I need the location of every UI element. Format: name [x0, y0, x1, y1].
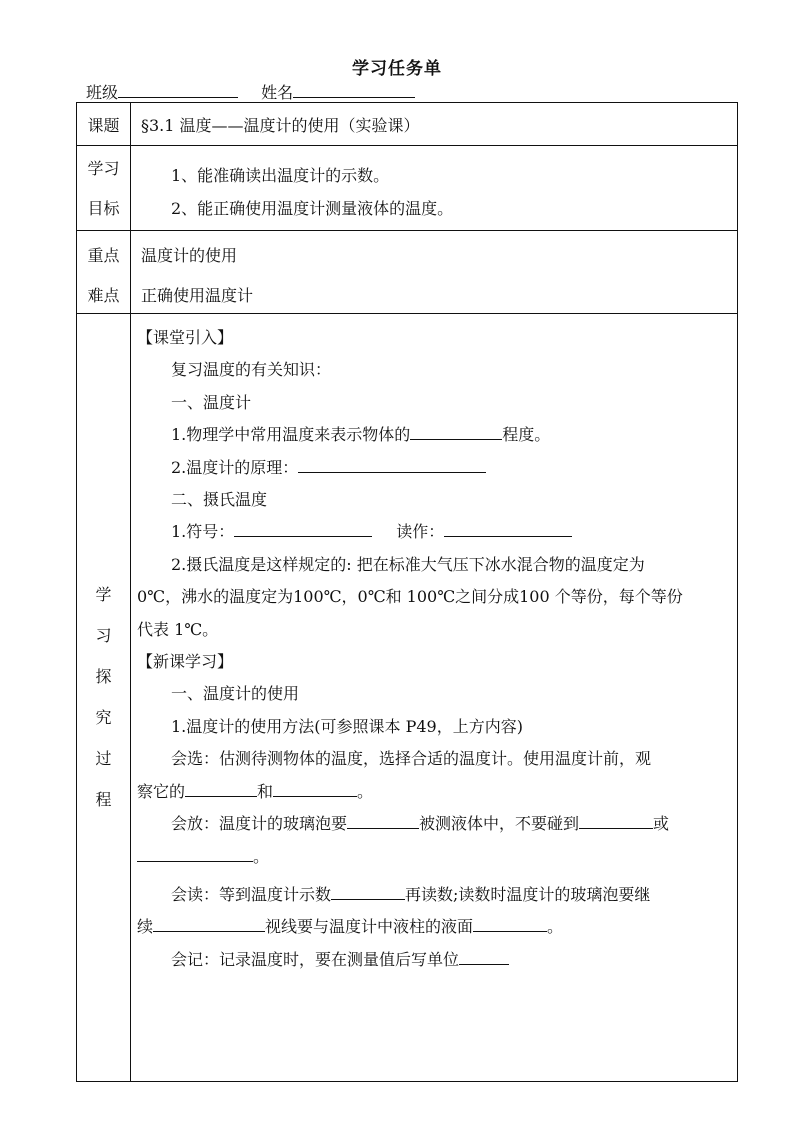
process-label-char: 究 [95, 708, 112, 727]
class-blank[interactable] [118, 82, 238, 98]
objectives-label-bottom: 目标 [87, 199, 120, 218]
read-blank-2[interactable] [153, 917, 265, 932]
select-text-a: 察它的 [137, 781, 186, 801]
question-1-blank[interactable] [410, 425, 502, 440]
place-line2 [137, 841, 737, 873]
place-text-b: 被测液体中，不要碰到 [419, 814, 580, 834]
read-blank-3[interactable] [473, 917, 547, 932]
page-title: 学习任务单 [352, 59, 442, 79]
process-label-char: 习 [95, 626, 112, 645]
topic-value-cell [131, 103, 738, 146]
process-label-char: 过 [95, 749, 112, 768]
read-text-d: 视线要与温度计中液柱的液面 [265, 917, 474, 937]
objectives-row [77, 146, 738, 231]
question-4-line2: 0℃，沸水的温度定为100℃，0℃和 100℃之间分成100 个等份，每个等份 [137, 587, 683, 607]
read-text-c: 续 [137, 917, 154, 937]
place-blank-2[interactable] [579, 814, 653, 829]
record-blank[interactable] [459, 950, 509, 965]
read-as-label: 读作： [396, 522, 445, 542]
section2-heading: 二、摄氏温度 [171, 490, 268, 510]
question-2 [137, 452, 737, 484]
objectives-label-top: 学习 [87, 159, 120, 178]
key-label-cell [77, 231, 131, 314]
process-content-cell [131, 314, 738, 1082]
select-line2 [137, 776, 737, 808]
place-text-a: 会放：温度计的玻璃泡要 [171, 814, 348, 834]
objective-item: 1、能准确读出温度计的示数。 [171, 166, 390, 185]
class-label: 班级 [86, 83, 119, 102]
header-info [86, 80, 415, 103]
place-text-c: 或 [653, 814, 670, 834]
objectives-value-cell [131, 146, 738, 231]
new-lesson-heading: 【新课学习】 [137, 652, 234, 672]
intro-heading: 【课堂引入】 [137, 328, 234, 347]
process-label-cell [77, 314, 131, 1082]
name-label: 姓名 [261, 83, 294, 102]
read-line2 [137, 911, 737, 943]
key-label-bottom: 难点 [87, 286, 120, 305]
task-table [76, 102, 738, 1082]
difficulty: 正确使用温度计 [141, 286, 254, 305]
question-4-line3: 代表 1℃。 [137, 619, 219, 639]
process-label-char: 学 [95, 585, 112, 604]
symbol-blank[interactable] [234, 522, 372, 537]
select-line1: 会选：估测待测物体的温度，选择合适的温度计。使用温度计前，观 [171, 749, 652, 769]
question-4-line1: 2.摄氏温度是这样规定的: 把在标准大气压下冰水混合物的温度定为 [171, 554, 645, 574]
place-blank-3[interactable] [137, 847, 253, 862]
objectives-label-cell [77, 146, 131, 231]
read-blank-1[interactable] [331, 885, 405, 900]
question-1-tail: 程度。 [502, 425, 551, 445]
question-1 [137, 419, 737, 451]
key-label-top: 重点 [87, 246, 120, 265]
key-row [77, 231, 738, 314]
read-text-b: 再读数;读数时温度计的玻璃泡要继 [405, 884, 651, 904]
select-blank-1[interactable] [185, 782, 257, 797]
select-text-c: 。 [357, 781, 374, 801]
topic-row [77, 103, 738, 146]
method-heading: 1.温度计的使用方法(可参照课本 P49，上方内容) [171, 716, 523, 736]
objective-item: 2、能正确使用温度计测量液体的温度。 [171, 199, 454, 218]
record-line [137, 944, 737, 976]
process-label-char: 探 [95, 667, 112, 686]
read-text-a: 会读：等到温度计示数 [171, 884, 332, 904]
topic-value: §3.1 温度——温度计的使用（实验课） [141, 115, 420, 135]
symbol-label: 1.符号： [171, 522, 235, 542]
read-text-e: 。 [547, 917, 564, 937]
read-line1 [137, 879, 737, 911]
read-as-blank[interactable] [444, 522, 572, 537]
topic-label-cell [77, 103, 131, 146]
question-3 [137, 516, 737, 548]
place-text-d: 。 [253, 846, 270, 866]
name-blank[interactable] [293, 82, 415, 98]
question-2-blank[interactable] [298, 458, 486, 473]
key-point: 温度计的使用 [141, 246, 238, 265]
section1-heading: 一、温度计 [171, 392, 252, 412]
record-text: 会记：记录温度时，要在测量值后写单位 [171, 949, 460, 969]
select-text-b: 和 [257, 781, 274, 801]
question-1-text: 1.物理学中常用温度来表示物体的 [171, 425, 411, 445]
process-row [77, 314, 738, 1082]
key-value-cell [131, 231, 738, 314]
review-text: 复习温度的有关知识： [171, 360, 332, 380]
topic-label: 课题 [87, 115, 120, 135]
process-label-char: 程 [95, 790, 112, 809]
place-blank-1[interactable] [347, 814, 419, 829]
place-line1 [137, 808, 737, 840]
select-blank-2[interactable] [273, 782, 357, 797]
new-section1-heading: 一、温度计的使用 [171, 684, 300, 704]
question-2-text: 2.温度计的原理： [171, 457, 299, 477]
